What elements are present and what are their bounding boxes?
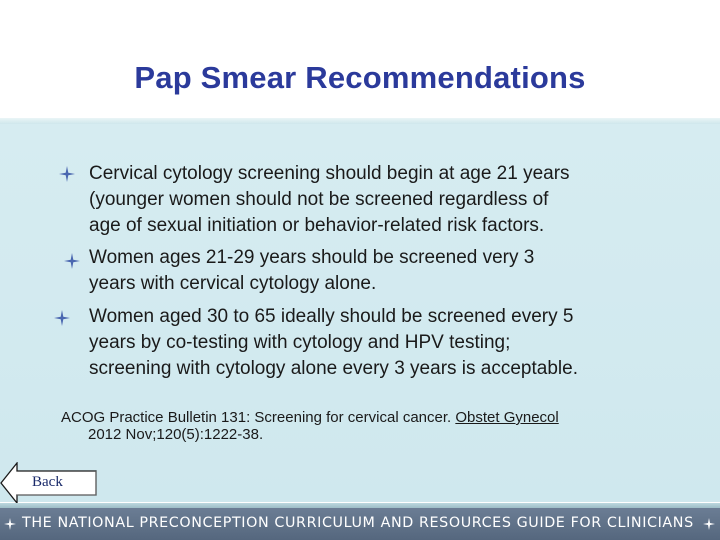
journal-link[interactable]: Obstet Gynecol	[455, 409, 559, 426]
reference-date: 2012 Nov;120(5):1222-38.	[88, 426, 264, 443]
back-button-label[interactable]: Back	[32, 474, 63, 490]
slide-title: Pap Smear Recommendations	[134, 60, 586, 95]
bullet-text: Women aged 30 to 65 ideally should be screened every 5 years by co-testing with cytology and HPV testing; screening with cytology alone every 3 years is acceptable.	[89, 306, 578, 379]
title-area	[0, 0, 720, 118]
star-icon	[703, 518, 715, 530]
reference-citation	[61, 409, 681, 443]
bullet-text: Cervical cytology screening should begin at age 21 years (younger women should not be screened regardless of age of sexual initiation or behavior-related risk factors.	[89, 163, 570, 236]
footer-text: THE NATIONAL PRECONCEPTION CURRICULUM AND RESOURCES GUIDE FOR CLINICIANS	[22, 515, 694, 531]
bullet-text: Women ages 21-29 years should be screened very 3 years with cervical cytology alone.	[89, 247, 535, 294]
reference-prefix: ACOG Practice Bulletin 131: Screening for cervical cancer.	[61, 409, 456, 426]
star-bullet-icon	[59, 166, 75, 182]
star-bullet-icon	[64, 253, 80, 269]
star-icon	[4, 518, 16, 530]
star-bullet-icon	[54, 310, 70, 326]
